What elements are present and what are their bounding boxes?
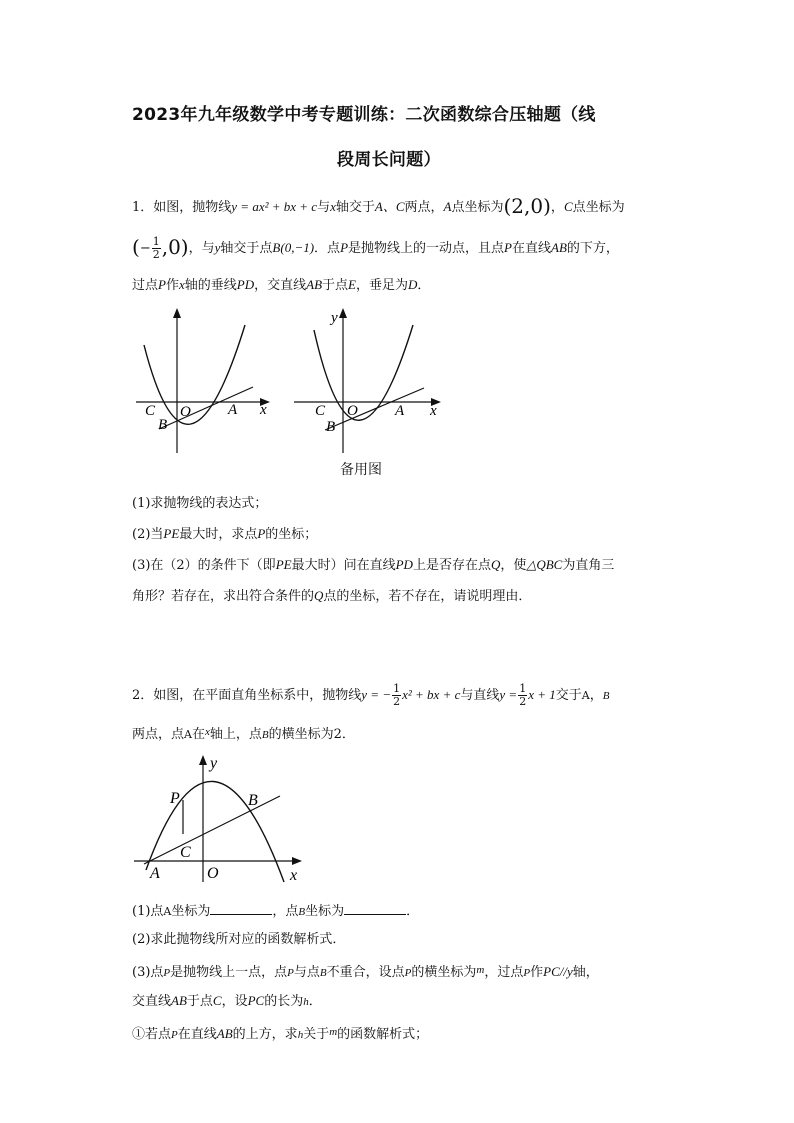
q2-text: 轴， (572, 965, 599, 980)
q2-var: m (476, 964, 485, 976)
q2-eq: x + 1 (528, 687, 556, 702)
q2-text: 的横坐标为 (268, 727, 334, 742)
q1-var: Q (490, 557, 501, 572)
q1-var: A (443, 199, 452, 214)
q1-frac-den: 2 (152, 248, 160, 261)
q1-text: 点的坐标，若不存在，请说明理由． (323, 589, 532, 604)
q2-text: ， (589, 688, 603, 703)
q1-minus: − (139, 241, 151, 256)
q1-text: 在直线 (511, 241, 551, 256)
q2-text: ，点 (272, 904, 299, 919)
q1-text: 上是否存在点 (412, 558, 491, 573)
q1-text: ，垂足为 (356, 278, 409, 293)
q2-frac-den: 2 (393, 695, 401, 708)
y-axis-arrow-icon (339, 308, 347, 318)
q1-var: PD (395, 557, 413, 572)
q2-var: A (184, 728, 192, 741)
q2-var: C (212, 993, 222, 1008)
q2-var: P (287, 967, 294, 979)
label-a: A (395, 403, 405, 419)
q2-var: AB (171, 993, 187, 1008)
q2-var: P (404, 967, 412, 979)
q1-text: 点坐标为 (572, 200, 625, 215)
q2-text: 若点 (145, 1027, 172, 1042)
q2-eq: x² + bx + c (402, 687, 461, 702)
q2-frac-num: 1 (519, 682, 527, 695)
line-ab (325, 388, 424, 430)
q1-text: 与 (317, 200, 331, 215)
q2-text: ． (406, 904, 420, 919)
q2-frac-num: 1 (393, 682, 401, 695)
q1-var: A、C (374, 199, 405, 214)
label-c: C (180, 844, 191, 861)
q1-text: 点坐标为 (451, 200, 504, 215)
q1-part3-line1 (132, 555, 614, 576)
q2-var: PC//y (543, 964, 573, 979)
label-b: B (248, 792, 258, 809)
circled-number-one: ① (132, 1027, 146, 1042)
q2-text: ． (341, 727, 355, 742)
label-y: y (331, 310, 338, 326)
q2-fraction (392, 683, 401, 708)
q1-text: 1．如图，抛物线 (132, 200, 232, 215)
q2-text: (3)点 (132, 965, 164, 980)
line-ab (144, 796, 280, 864)
q1-var: PD (236, 277, 255, 292)
q1-text: 的坐标； (265, 527, 318, 542)
q1-var: P (504, 240, 512, 255)
q1-text: 过点 (132, 278, 159, 293)
q1-line3 (132, 275, 430, 296)
q1-triangle: △QBC (526, 557, 563, 572)
label-o: O (180, 404, 191, 420)
q1-var: PE (275, 557, 292, 572)
q1-var: C (563, 199, 573, 214)
q2-text: ，过点 (484, 965, 524, 980)
q2-text: 的函数解析式； (337, 1027, 429, 1042)
q2-eq: y = − (361, 687, 392, 702)
q1-text: 为直角三 (562, 558, 615, 573)
q2-var: A (581, 689, 590, 702)
q1-text: 于点 (322, 278, 349, 293)
q1-text: 轴的垂线 (184, 278, 237, 293)
q1-var: E (348, 277, 356, 292)
q2-var: h (303, 996, 309, 1008)
answer-blank-b[interactable] (344, 900, 406, 915)
label-x: x (260, 402, 267, 418)
q2-text: 是抛物线上一点，点 (170, 965, 288, 980)
q1-var: P (158, 277, 166, 292)
q2-text: 两点，点 (132, 727, 185, 742)
q2-text: ． (308, 994, 322, 1009)
y-axis-arrow-icon (173, 308, 181, 318)
answer-blank-a[interactable] (210, 900, 272, 915)
q2-var: B (602, 690, 610, 702)
q2-var: P (523, 967, 531, 979)
q1-text: (3)在（2）的条件下（即 (132, 558, 276, 573)
label-b: B (326, 419, 336, 435)
q2-part3-line1 (132, 960, 599, 983)
q1-text: (2)当 (132, 527, 164, 542)
q1-var: PE (163, 526, 180, 541)
page-title-line2: 段周长问题） (337, 150, 441, 170)
q1-text: 两点， (404, 200, 444, 215)
q2-var: B (319, 967, 327, 979)
q1-var: P (340, 240, 349, 255)
figure-caption: 备用图 (340, 462, 382, 478)
q1-var: x (178, 277, 185, 292)
q2-var: B (261, 729, 269, 741)
q1-text: ，使 (500, 558, 527, 573)
label-c: C (315, 403, 326, 419)
q2-var: m (329, 1026, 338, 1038)
q2-text: 作 (530, 965, 544, 980)
q1-frac-num: 1 (152, 235, 160, 248)
q1-var: AB (306, 277, 323, 292)
q2-text: 的上方，求 (232, 1027, 298, 1042)
q2-text: 坐标为 (305, 904, 345, 919)
q2-text: 与点 (293, 965, 320, 980)
x-axis-arrow-icon (292, 857, 302, 865)
label-y: y (210, 755, 218, 772)
q1-text: 的下方， (566, 241, 619, 256)
q2-line2 (132, 722, 355, 745)
q2-text: 的横坐标为 (411, 965, 477, 980)
q1-line1 (132, 196, 625, 218)
q1-var: x (330, 199, 336, 214)
line-ab (159, 387, 253, 429)
q1-parabola-equation: y = ax² + bx + c (231, 199, 318, 214)
label-c: C (145, 403, 156, 419)
q2-var: x (204, 726, 210, 738)
q2-part3-line2 (132, 991, 322, 1012)
q1-text: 作 (165, 278, 179, 293)
q2-part3-sub1 (132, 1022, 428, 1045)
q1-text: 角形？若存在，求出符合条件的 (132, 589, 315, 604)
y-axis-arrow-icon (199, 755, 207, 765)
q2-part2: (2)求此抛物线所对应的函数解析式． (132, 932, 346, 947)
q2-text: 的长为 (264, 994, 304, 1009)
label-x: x (430, 403, 437, 419)
q2-text: 2．如图，在平面直角坐标系中，抛物线 (132, 688, 362, 703)
q1-point-a-coord: (2,0) (503, 194, 551, 218)
q1-figure-main (132, 305, 282, 455)
q1-text: 最大时）问在直线 (291, 558, 396, 573)
q1-figure-backup (292, 305, 444, 455)
q1-text: ．点 (314, 241, 341, 256)
q2-text: 在 (191, 727, 205, 742)
q2-line1 (132, 680, 609, 711)
label-x: x (290, 867, 298, 884)
q2-text: 坐标为 (171, 904, 211, 919)
q2-text: ，设 (221, 994, 248, 1009)
q1-fraction (152, 236, 161, 261)
label-b: B (158, 417, 168, 433)
q1-text: 轴交于 (335, 200, 375, 215)
q1-text: 轴交于点 (220, 241, 273, 256)
q1-var: Q (314, 588, 324, 603)
q1-text: ， (550, 200, 564, 215)
q2-var: A (163, 905, 172, 918)
q2-var: PC (247, 993, 265, 1008)
q2-part1 (132, 900, 419, 922)
q2-frac-den: 2 (519, 695, 527, 708)
q1-var: y (214, 240, 221, 255)
q2-var: AB (216, 1026, 233, 1041)
q1-text: ，与 (188, 241, 215, 256)
q1-text: ，交直线 (254, 278, 307, 293)
q2-text: 交直线 (132, 994, 172, 1009)
q2-text: 轴上，点 (209, 727, 262, 742)
q2-text: 在直线 (177, 1027, 217, 1042)
label-o: O (207, 865, 219, 882)
label-o: O (347, 403, 358, 419)
q1-part2 (132, 524, 317, 545)
q1-part1: (1)求抛物线的表达式； (132, 496, 268, 511)
q1-point-b: B(0,−1) (272, 240, 315, 255)
q1-text: 是抛物线上的一动点，且点 (348, 241, 505, 256)
q2-text: 关于 (303, 1027, 330, 1042)
q2-var: B (298, 906, 306, 918)
q2-text: 交于 (555, 688, 582, 703)
q1-point-c-rest: ,0) (161, 235, 189, 259)
q1-var: P (257, 526, 266, 541)
q1-text: 最大时，求点 (179, 527, 258, 542)
q1-var: D (408, 277, 418, 292)
q1-text: ． (417, 278, 431, 293)
q1-line2 (132, 232, 619, 264)
q2-text: 不重合，设点 (326, 965, 405, 980)
label-a: A (150, 865, 160, 882)
q2-fraction (518, 683, 527, 708)
q2-eq: y = (499, 687, 518, 702)
q2-number: 2 (333, 727, 342, 742)
q2-text: 于点 (186, 994, 213, 1009)
page-title-line1: 2023年九年级数学中考专题训练：二次函数综合压轴题（线 (132, 105, 596, 125)
q1-var: AB (551, 240, 567, 255)
q2-figure (132, 752, 307, 884)
label-p: P (170, 790, 180, 807)
q2-text: 与直线 (460, 688, 500, 703)
q1-paren: ( (132, 235, 140, 259)
q2-var: P (171, 1029, 178, 1041)
q2-var: h (297, 1029, 304, 1041)
q1-part3-line2 (132, 586, 531, 607)
q2-text: (1)点 (132, 904, 164, 919)
label-a: A (228, 402, 238, 418)
q2-var: P (163, 967, 171, 979)
